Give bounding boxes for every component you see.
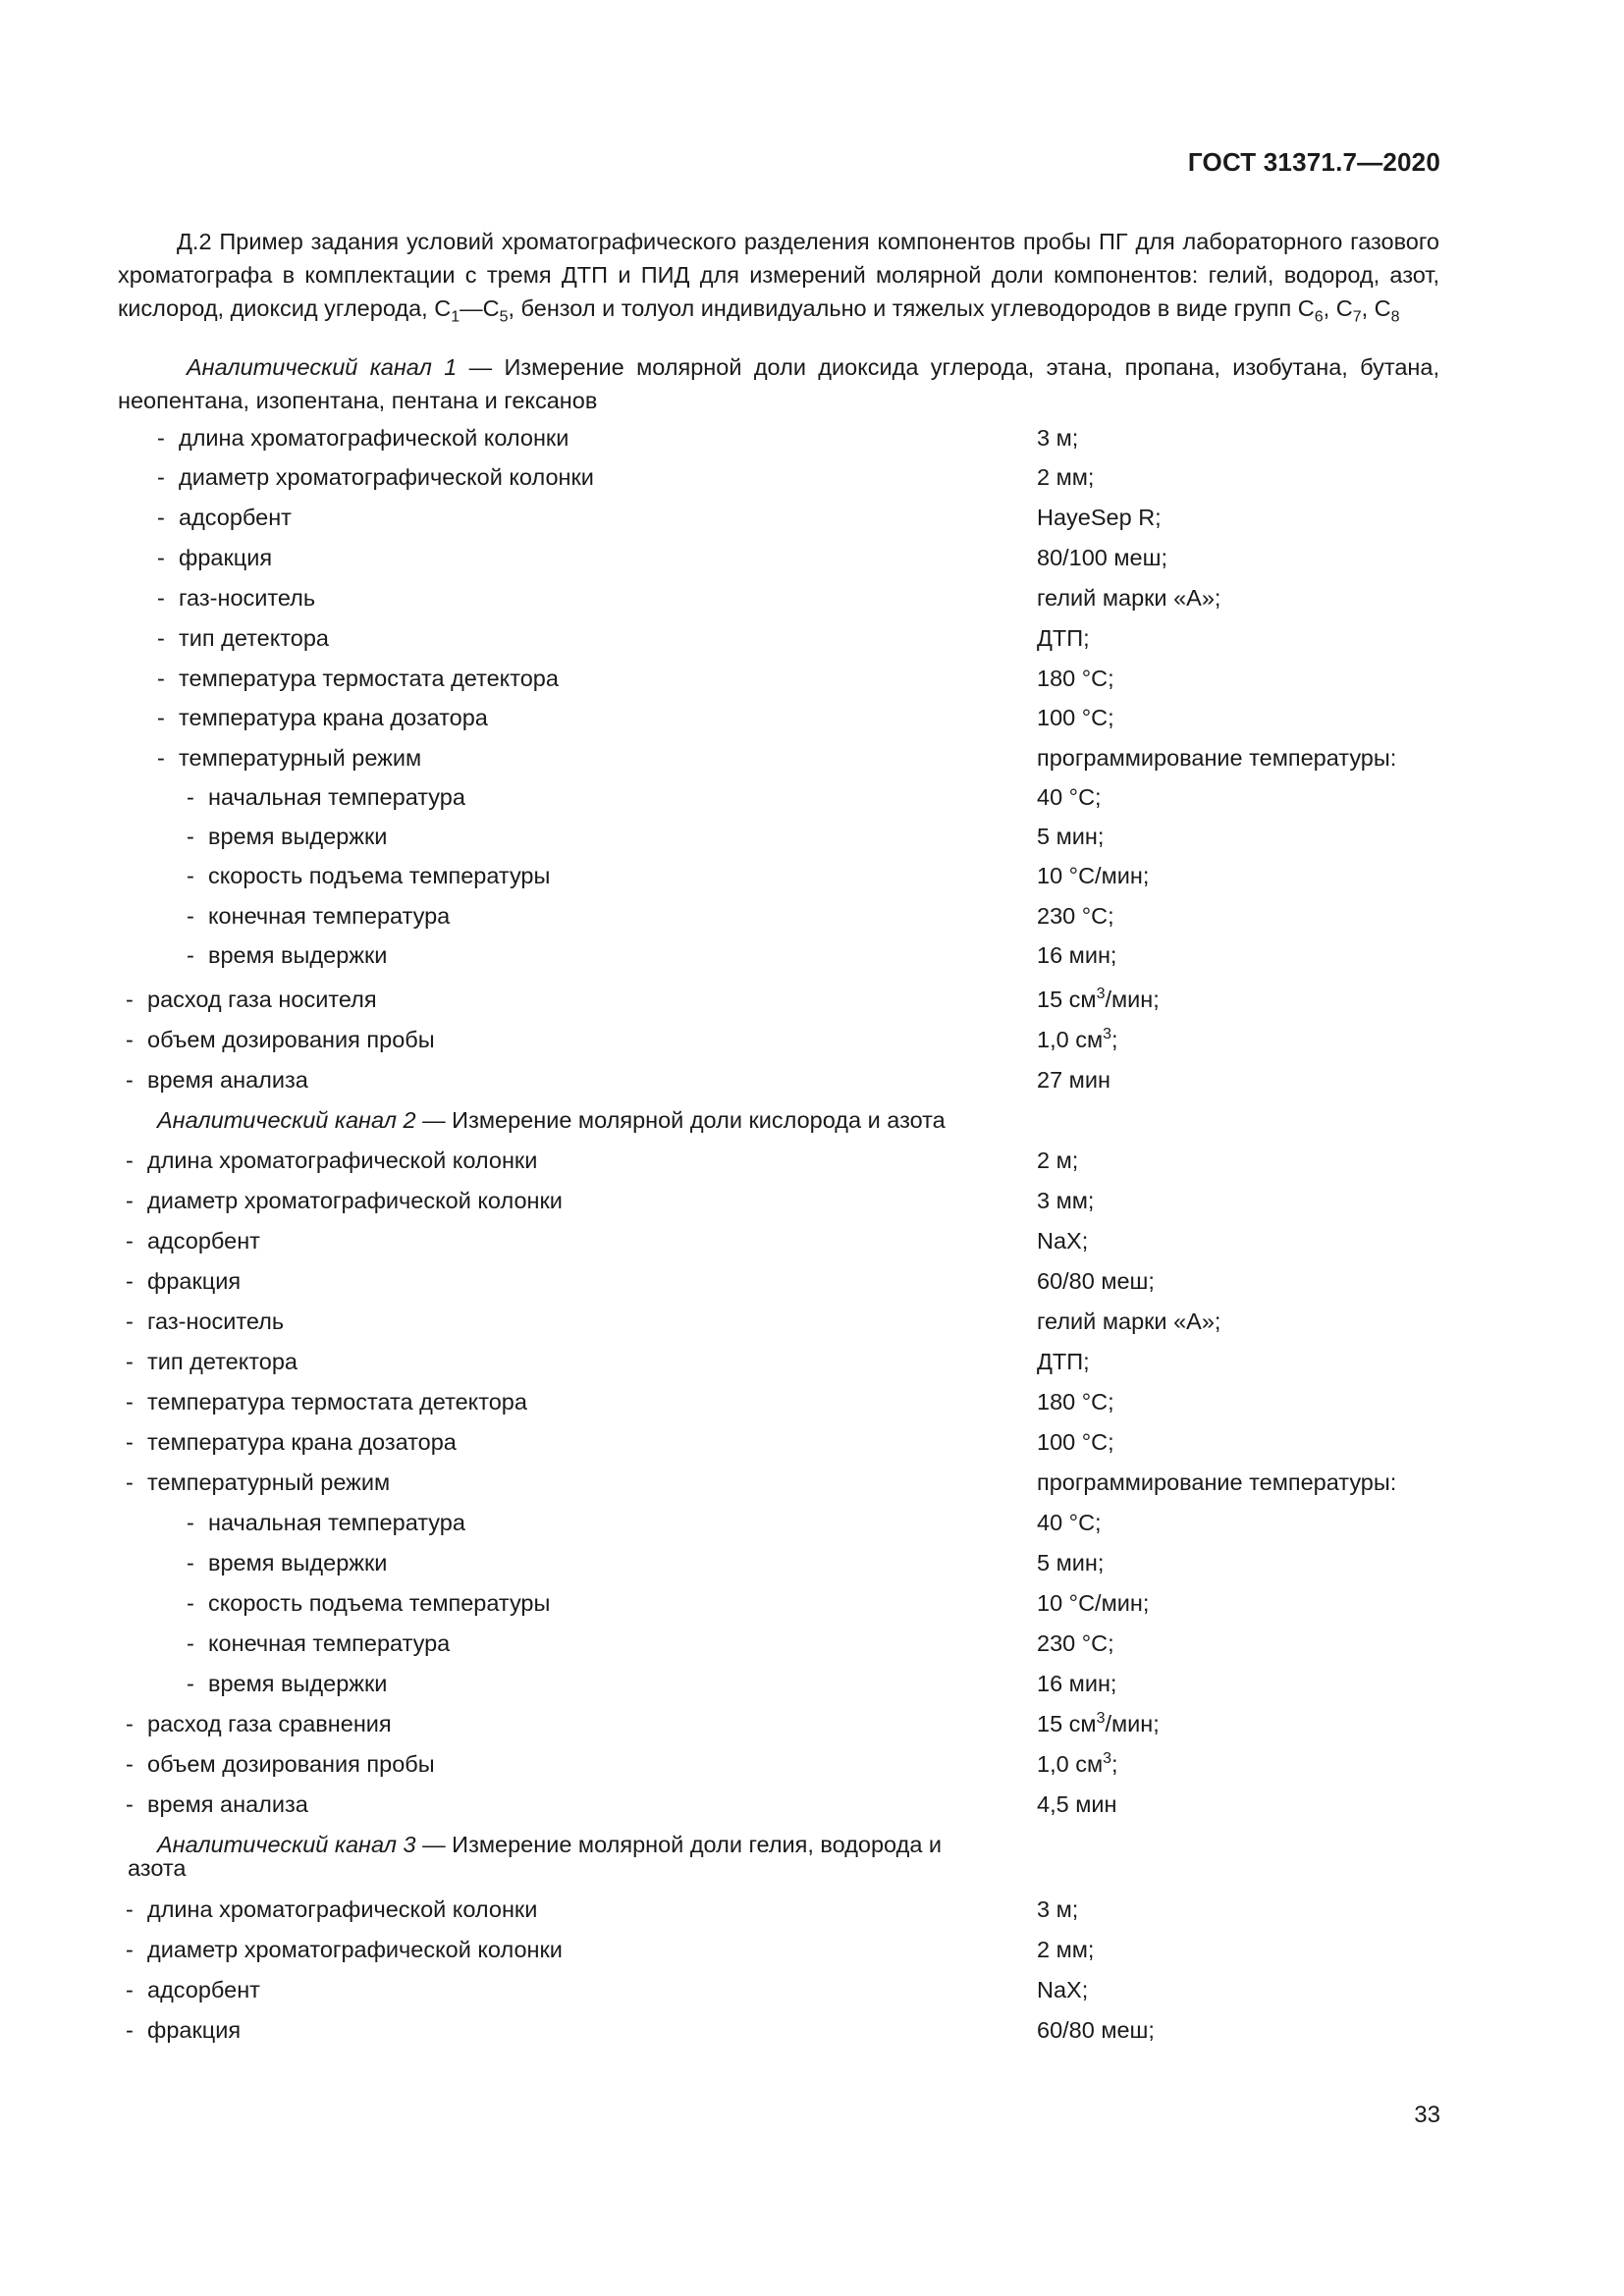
ch2-row: - температура крана дозатора 100 °С;: [126, 1429, 1114, 1455]
ch2-row: - температурный режим программирование температуры:: [126, 1469, 1397, 1495]
ch1-row: - диаметр хроматографической колонки 2 мм;: [157, 464, 1095, 490]
ch1-row: - скорость подъема температуры 10 °С/мин;: [187, 863, 1150, 888]
ch1-row: - длина хроматографической колонки 3 м;: [157, 425, 1079, 451]
ch1-row: - газ-носитель гелий марки «А»;: [157, 585, 1221, 611]
ch2-row: - время анализа 4,5 мин: [126, 1791, 1117, 1817]
ch3-row: - длина хроматографической колонки 3 м;: [126, 1896, 1079, 1922]
ch2-row: - объем дозирования пробы 1,0 $см^3$;: [126, 1750, 1118, 1777]
ch1-row: - фракция 80/100 меш;: [157, 545, 1168, 570]
ch1-row: - время выдержки 16 мин;: [187, 942, 1117, 968]
ch2-row: - фракция 60/80 меш;: [126, 1268, 1155, 1294]
ch1-row: - объем дозирования пробы 1,0 $см^3$;: [126, 1026, 1118, 1052]
ch1-row: - адсорбент HayeSep R;: [157, 505, 1162, 530]
ch2-row: - тип детектора ДТП;: [126, 1349, 1090, 1374]
ch1-row: - тип детектора ДТП;: [157, 625, 1090, 651]
ch2-row: - начальная температура 40 °С;: [187, 1510, 1102, 1535]
ch1-row: - конечная температура 230 °С;: [187, 903, 1114, 929]
ch2-row: - расход газа сравнения 15 $см^3$/мин;: [126, 1710, 1160, 1736]
intro-paragraph: Д.2 Пример задания условий хроматографического разделения компонентов пробы ПГ для лабораторного газового хроматографа в комплектации с тремя ДТП и ПИД для измерений молярной доли компонентов: гелий, водород, азот, кислород, диоксид углерода, $C_1—C_5$, бензол и толуол индивидуально и тяжелых углеводородов в виде групп $C_6$, $C_7$, $C_8$: [118, 229, 1439, 326]
channel1-title: Аналитический канал 1 — Измерение молярной доли диоксида углерода, этана, пропана, изобутана, бутана, неопентана, изопентана, пентана и гексанов: [118, 354, 1439, 413]
ch2-row: - конечная температура 230 °С;: [187, 1630, 1114, 1656]
ch1-row: - время выдержки 5 мин;: [187, 824, 1105, 849]
ch1-row: - температура крана дозатора 100 °С;: [157, 705, 1114, 730]
ch3-row: - фракция 60/80 меш;: [126, 2017, 1155, 2043]
ch1-row: - начальная температура 40 °С;: [187, 784, 1102, 810]
channel3-title: Аналитический канал 3 — Измерение молярной доли гелия, водорода и: [157, 1832, 943, 1857]
ch1-row: - время анализа 27 мин: [126, 1067, 1110, 1093]
ch1-row: - температурный режим программирование температуры:: [157, 745, 1397, 771]
ch3-row: - адсорбент NaX;: [126, 1977, 1089, 2002]
page-number: 33: [1414, 2102, 1440, 2128]
ch3-row: - диаметр хроматографической колонки 2 мм;: [126, 1937, 1095, 1962]
channel2-title: Аналитический канал 2 — Измерение молярной доли кислорода и азота: [157, 1107, 946, 1133]
ch2-row: - скорость подъема температуры 10 °С/мин;: [187, 1590, 1150, 1616]
ch2-row: - время выдержки 5 мин;: [187, 1550, 1105, 1575]
ch2-row: - газ-носитель гелий марки «А»;: [126, 1308, 1221, 1334]
ch1-row: - расход газа носителя 15 $см^3$/мин;: [126, 986, 1160, 1012]
ch1-row: - температура термостата детектора 180 °С;: [157, 666, 1114, 691]
ch2-row: - диаметр хроматографической колонки 3 мм;: [126, 1188, 1095, 1213]
ch2-row: - адсорбент NaX;: [126, 1228, 1089, 1254]
ch2-row: - температура термостата детектора 180 °С;: [126, 1389, 1114, 1415]
ch2-row: - время выдержки 16 мин;: [187, 1671, 1117, 1696]
ch2-row: - длина хроматографической колонки 2 м;: [126, 1148, 1079, 1173]
page-header: ГОСТ 31371.7—2020: [1187, 147, 1440, 177]
channel3-title-cont: азота: [128, 1855, 187, 1881]
